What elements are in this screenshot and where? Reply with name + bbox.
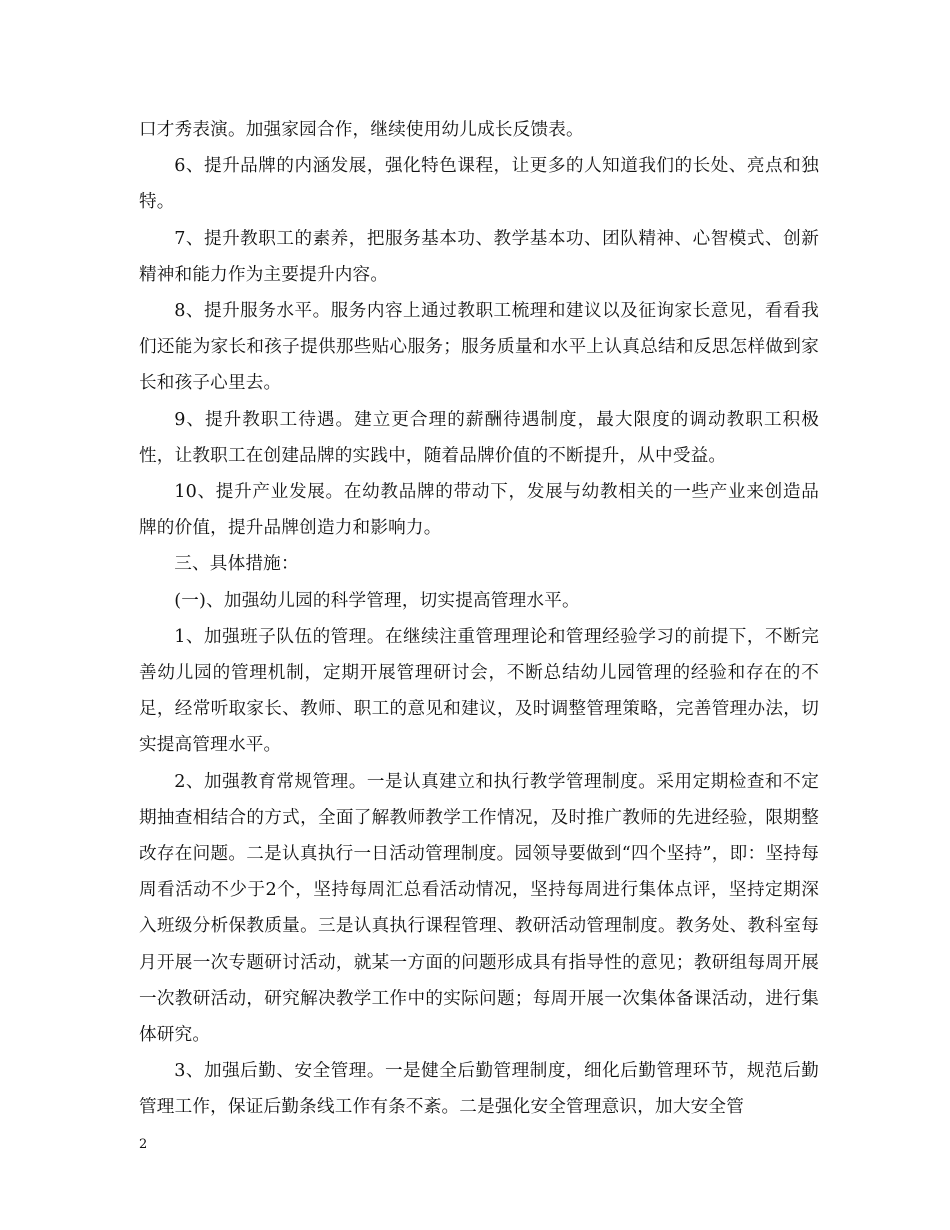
paragraph-continued: 口才秀表演。加强家园合作，继续使用幼儿成长反馈表。	[139, 120, 584, 140]
paragraph-measure-2: 2、加强教育常规管理。一是认真建立和执行教学管理制度。采用定期检查和不定期抽查相结合的方式，全面了解教师教学工作情况，及时推广教师的先进经验，限期整改存在问题。二是认真执行一日活动管理制度。园领导要做到“四个坚持”，即：坚持每周看活动不少于2个，坚持每周汇总看活动情况，坚持每周进行集体点评，坚持定期深入班级分析保教质量。三是认真执行课程管理、教研活动管理制度。教务处、教科室每月开展一次专题研讨活动，就某一方面的问题形成具有指导性的意见；教研组每周开展一次教研活动，研究解决教学工作中的实际问题；每周开展一次集体备课活动，进行集体研究。	[139, 771, 819, 1046]
paragraph-item-8: 8、提升服务水平。服务内容上通过教职工梳理和建议以及征询家长意见，看看我们还能为家长和孩子提供那些贴心服务；服务质量和水平上认真总结和反思怎样做到家长和孩子心里去。	[139, 301, 819, 394]
paragraph-item-9: 9、提升教职工待遇。建立更合理的薪酬待遇制度，最大限度的调动教职工积极性，让教职工在创建品牌的实践中，随着品牌价值的不断提升，从中受益。	[139, 409, 819, 466]
page-number: 2	[139, 1137, 148, 1152]
paragraph-item-6: 6、提升品牌的内涵发展，强化特色课程，让更多的人知道我们的长处、亮点和独特。	[139, 156, 819, 213]
subsection-heading-management: (一)、加强幼儿园的科学管理，切实提高管理水平。	[174, 590, 580, 611]
paragraph-item-7: 7、提升教职工的素养，把服务基本功、教学基本功、团队精神、心智模式、创新精神和能力作为主要提升内容。	[139, 228, 819, 285]
paragraph-measure-1: 1、加强班子队伍的管理。在继续注重管理理论和管理经验学习的前提下，不断完善幼儿园的管理机制，定期开展管理研讨会，不断总结幼儿园管理的经验和存在的不足，经常听取家长、教师、职工的意见和建议，及时调整管理策略，完善管理办法，切实提高管理水平。	[139, 626, 819, 756]
paragraph-item-10: 10、提升产业发展。在幼教品牌的带动下，发展与幼教相关的一些产业来创造品牌的价值，提升品牌创造力和影响力。	[139, 482, 819, 539]
paragraph-measure-3: 3、加强后勤、安全管理。一是健全后勤管理制度，细化后勤管理环节，规范后勤管理工作，保证后勤条线工作有条不紊。二是强化安全管理意识，加大安全管	[139, 1061, 819, 1118]
section-heading-measures: 三、具体措施：	[174, 554, 299, 575]
document-body	[139, 112, 819, 1126]
